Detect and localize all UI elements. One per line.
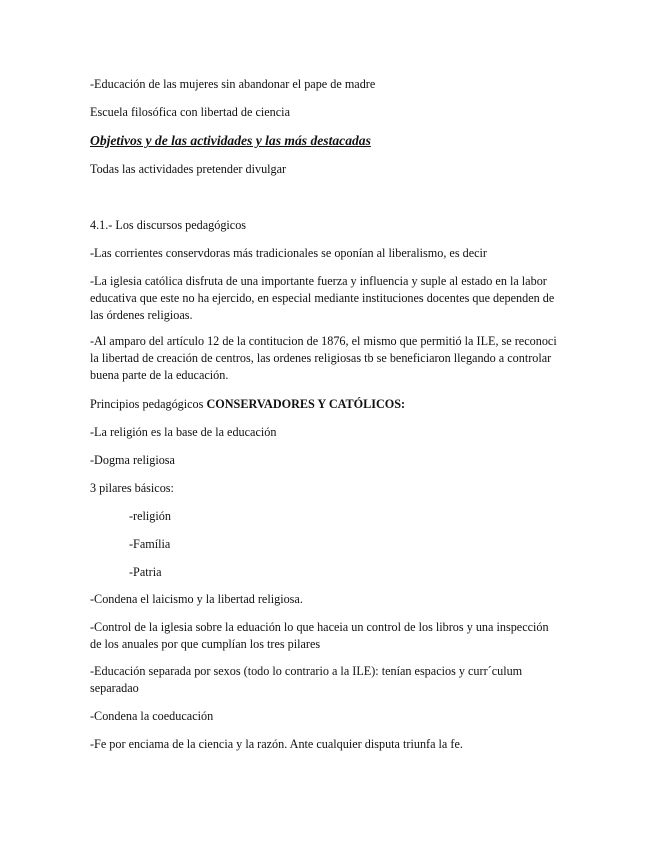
paragraph-condena-coeducacion: -Condena la coeducación xyxy=(90,709,214,723)
paragraph-corrientes-conservadoras: -Las corrientes conservdoras más tradicionales se oponían al liberalismo, es decir xyxy=(90,246,487,260)
principios-label: Principios pedagógicos xyxy=(90,397,207,411)
section-heading-objetivos: Objetivos y de las actividades y las más destacadas xyxy=(90,133,371,148)
section-title-discursos: 4.1.- Los discursos pedagógicos xyxy=(90,218,247,232)
paragraph-iglesia-catolica: -La iglesia católica disfruta de una importante fuerza y influencia y suple al estado en la labor educativa que este no ha ejercido, en especial mediante instituciones docentes que dependen de las órdenes religioas. xyxy=(90,274,555,322)
paragraph-control-iglesia: -Control de la iglesia sobre la eduación lo que haceia un control de los libros y una inspección de los anuales por que cumplían los tres pilares xyxy=(90,620,549,651)
paragraph-principios-pedagogicos xyxy=(90,396,560,413)
paragraph-escuela-filosofica: Escuela filosófica con libertad de ciencia xyxy=(90,105,290,119)
paragraph-articulo-12: -Al amparo del artículo 12 de la contitucion de 1876, el mismo que permitió la ILE, se reconoci la libertad de creación de centros, las ordenes religiosas tb se beneficiaron llegando a controlar buena parte de la educación. xyxy=(90,334,557,382)
paragraph-religion-base: -La religión es la base de la educación xyxy=(90,425,277,439)
pillar-item-patria: -Patria xyxy=(129,565,162,579)
paragraph-educacion-mujeres: -Educación de las mujeres sin abandonar el pape de madre xyxy=(90,77,376,91)
paragraph-todas-actividades: Todas las actividades pretender divulgar xyxy=(90,162,287,176)
pillar-item-religion: -religión xyxy=(129,509,171,523)
paragraph-condena-laicismo: -Condena el laicismo y la libertad religiosa. xyxy=(90,592,303,606)
pillar-item-familia: -Família xyxy=(129,537,171,551)
paragraph-educacion-separada: -Educación separada por sexos (todo lo contrario a la ILE): tenían espacios y curr´culum separadao xyxy=(90,664,523,695)
paragraph-fe-ciencia: -Fe por enciama de la ciencia y la razón. Ante cualquier disputa triunfa la fe. xyxy=(90,737,463,751)
principios-bold-label: CONSERVADORES Y CATÓLICOS: xyxy=(206,397,406,411)
paragraph-dogma-religiosa: -Dogma religiosa xyxy=(90,453,175,467)
paragraph-tres-pilares: 3 pilares básicos: xyxy=(90,481,174,495)
